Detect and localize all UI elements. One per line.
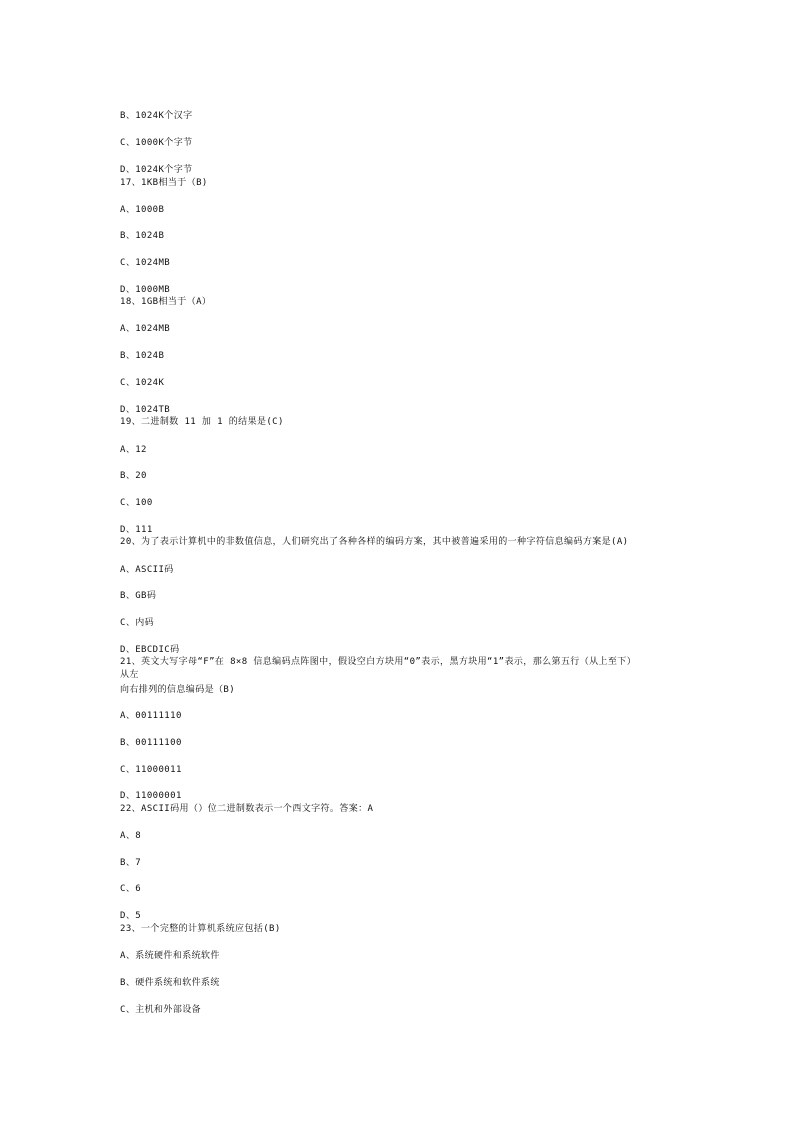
question-17: 17、1KB相当于（B): [120, 178, 208, 188]
option-d-q17: D、1000MB: [120, 285, 171, 295]
option-a-q23: A、系统硬件和系统软件: [120, 951, 220, 961]
option-c-q21: C、11000011: [120, 765, 182, 775]
option-b-q22: B、7: [120, 858, 142, 868]
option-b-q17: B、1024B: [120, 231, 165, 241]
option-a-q18: A、1024MB: [120, 324, 171, 334]
option-c-q23: C、主机和外部设备: [120, 1005, 202, 1015]
question-21-cont: 从左: [120, 670, 139, 680]
option-c-q18: C、1024K: [120, 378, 165, 388]
option-a-q20: A、ASCII码: [120, 565, 174, 575]
option-b-q20: B、GB码: [120, 591, 157, 601]
question-19: 19、二进制数 11 加 1 的结果是(C): [120, 417, 284, 427]
option-c-q16: C、1000K个字节: [120, 138, 193, 148]
option-c-q22: C、6: [120, 884, 142, 894]
question-22: 22、ASCII码用（）位二进制数表示一个西文字符。答案：A: [120, 804, 374, 814]
question-18: 18、1GB相当于（A）: [120, 297, 212, 307]
option-b-q18: B、1024B: [120, 351, 165, 361]
question-20: 20、为了表示计算机中的非数值信息，人们研究出了各种各样的编码方案，其中被普遍采用的一种字符信息编码方案是(A): [120, 537, 629, 547]
option-d-q18: D、1024TB: [120, 405, 171, 415]
option-c-q17: C、1024MB: [120, 258, 171, 268]
option-d-q19: D、111: [120, 525, 153, 535]
option-a-q21: A、00111110: [120, 711, 182, 721]
option-a-q19: A、12: [120, 445, 147, 455]
option-c-q20: C、内码: [120, 618, 155, 628]
question-21: 21、英文大写字母“F”在 8×8 信息编码点阵图中，假设空白方块用“0”表示，黑方块用“1”表示，那么第五行（从上至下）: [120, 657, 637, 667]
option-b-q23: B、硬件系统和软件系统: [120, 978, 220, 988]
option-a-q22: A、8: [120, 831, 142, 841]
option-d-q22: D、5: [120, 911, 142, 921]
option-b-q16: B、1024K个汉字: [120, 111, 193, 121]
option-a-q17: A、1000B: [120, 205, 165, 215]
question-21-cont-2: 向右排列的信息编码是（B): [120, 685, 236, 695]
option-d-q16: D、1024K个字节: [120, 165, 193, 175]
option-d-q20: D、EBCDIC码: [120, 645, 180, 655]
option-c-q19: C、100: [120, 498, 153, 508]
option-b-q19: B、20: [120, 471, 147, 481]
question-23: 23、一个完整的计算机系统应包括(B): [120, 924, 281, 934]
option-b-q21: B、00111100: [120, 738, 182, 748]
option-d-q21: D、11000001: [120, 791, 182, 801]
